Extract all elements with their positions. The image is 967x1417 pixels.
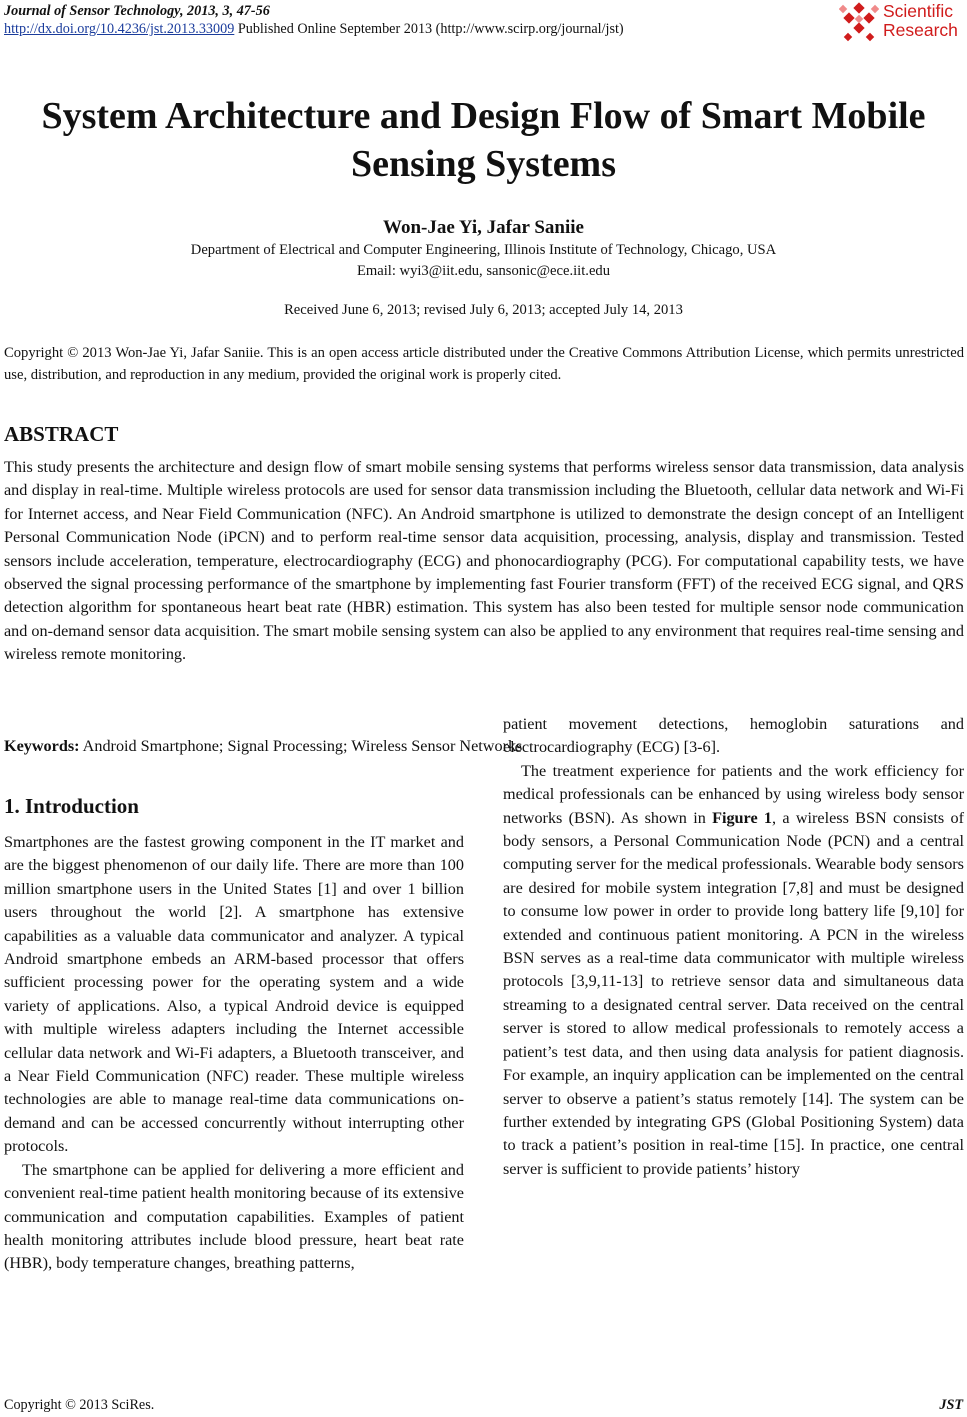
keywords-text: Android Smartphone; Signal Processing; Wireless Sensor Networks xyxy=(79,737,523,755)
abstract-text: This study presents the architecture and design flow of smart mobile sensing systems that performs wireless sensor data transmission, data analysis and display in real-time. Multiple wireless protocols are used for sensor data transmission including the Bluetooth, cellular data network and Wi-Fi for Internet access, and Near Field Communication (NFC). An Android smartphone is utilized to demonstrate the design concept of an Intelligent Personal Communication Node (iPCN) and to perform real-time sensor data acquisition, processing, analysis, display and transmission. Tested sensors include acceleration, temperature, electrocardiography (ECG) and phonocardiography (PCG). For computational capability tests, we have observed the signal processing performance of the smartphone by implementing fast Fourier transform (FFT) of the received ECG signal, and QRS detection algorithm for spontaneous heart beat rate (HBR) estimation. This system has also been tested for multiple sensor node communication and on-demand sensor data acquisition. The smart mobile sensing system can also be applied to any environment that requires real-time sensing and wireless remote monitoring. xyxy=(4,458,964,664)
copyright-notice xyxy=(4,342,964,386)
paragraph-text: The treatment experience for patients and the work efficiency for medical professionals can be enhanced by using wireless body sensor networks (BSN). As shown in xyxy=(503,761,964,827)
footer-journal-abbrev: JST xyxy=(939,1397,963,1413)
publisher-logo xyxy=(839,2,963,42)
scirp-logo-icon xyxy=(839,2,879,42)
figure-reference[interactable]: Figure 1 xyxy=(712,808,773,827)
intro-paragraph-2-continued: patient movement detections, hemoglobin saturations and electrocardiography (ECG) [3-6]. xyxy=(503,715,964,757)
intro-paragraph-2: The smartphone can be applied for delivering a more efficient and convenient real-time patient health monitoring because of its extensive communication and computation capabilities. Examples of patient health monitoring attributes include blood pressure, heart beat rate (HBR), body temperature changes, breathing patterns, xyxy=(4,1160,464,1273)
right-column xyxy=(503,713,964,1181)
title-line-2: Sensing Systems xyxy=(351,143,616,185)
affiliation-block xyxy=(0,240,967,281)
journal-name: Journal of Sensor Technology xyxy=(4,3,180,19)
intro-paragraph-1: Smartphones are the fastest growing component in the IT market and are the biggest phenomenon of our daily life. There are more than 100 million smartphone users in the United States [1] and over 1 billion users throughout the world [2]. A smartphone has extensive capabilities as a valuable data communicator and analyzer. A typical Android smartphone embeds an ARM-based processor that offers sufficient processing power for the operating system and a wide variety of applications. Also, a typical Android device is equipped with multiple wireless adapters including the Internet accessible cellular data network and Wi-Fi adapters, a Bluetooth transceiver, and a Near Field Communication (NFC) reader. These multiple wireless technologies are able to manage real-time data communications on-demand and can be accessed concurrently without interrupting other protocols. xyxy=(4,833,464,1156)
received-dates: Received June 6, 2013; revised July 6, 2013; accepted July 14, 2013 xyxy=(284,302,683,318)
running-header xyxy=(4,2,624,38)
logo-text-research: Research xyxy=(883,20,958,40)
abstract-body xyxy=(4,456,964,667)
volume-info: , 2013, 3, 47-56 xyxy=(179,3,270,19)
footer-copyright: Copyright © 2013 SciRes. xyxy=(4,1397,155,1413)
affiliation: Department of Electrical and Computer Engineering, Illinois Institute of Technology, Chicago, USA xyxy=(190,242,777,258)
paragraph-text-continued: , a wireless BSN consists of body sensors, a Personal Communication Node (PCN) and a central computing server for the medical professionals. Wearable body sensors are desired for mobile system integration [7,8] and must be designed to consume low power in order to provide long battery life [9,10] for extended and continuous patient monitoring. A PCN in the wireless BSN serves as a real-time data communicator with multiple wireless protocols [3,9,11-13] to retrieve sensor data and simultaneous data streaming to a designated central server. Data received on the central server is stored to allow medical professionals to remotely access a patient’s test data, and then using data analysis for patient diagnosis. For example, an inquiry application can be implemented on the central server to observe a patient’s status remotely [14]. The system can be further extended by integrating GPS (Global Positioning System) data to track a patient’s position in real-time [15]. In practice, one central server is sufficient to provide patients’ history xyxy=(503,808,965,1178)
authors: Won-Jae Yi, Jafar Saniie xyxy=(383,217,584,238)
logo-text-scientific: Scientific xyxy=(883,1,954,21)
keywords-label: Keywords: xyxy=(4,737,80,755)
copyright-text: Copyright © 2013 Won-Jae Yi, Jafar Saniie. This is an open access article distributed under the Creative Commons Attribution License, which permits unrestricted use, distribution, and reproduction in any medium, provided the original work is properly cited. xyxy=(4,345,964,383)
published-info: Published Online September 2013 (http://www.scirp.org/journal/jst) xyxy=(234,21,624,37)
doi-link[interactable]: http://dx.doi.org/10.4236/jst.2013.33009 xyxy=(4,21,235,37)
intro-paragraph-3 xyxy=(503,760,964,1181)
keywords xyxy=(4,737,522,756)
left-column xyxy=(4,831,464,1276)
paper-title xyxy=(0,92,967,188)
email: Email: wyi3@iit.edu, sansonic@ece.iit.edu xyxy=(356,262,611,279)
abstract-heading: ABSTRACT xyxy=(4,422,119,446)
title-line-1: System Architecture and Design Flow of Smart Mobile xyxy=(41,95,926,137)
section-heading-introduction: 1. Introduction xyxy=(4,794,139,818)
